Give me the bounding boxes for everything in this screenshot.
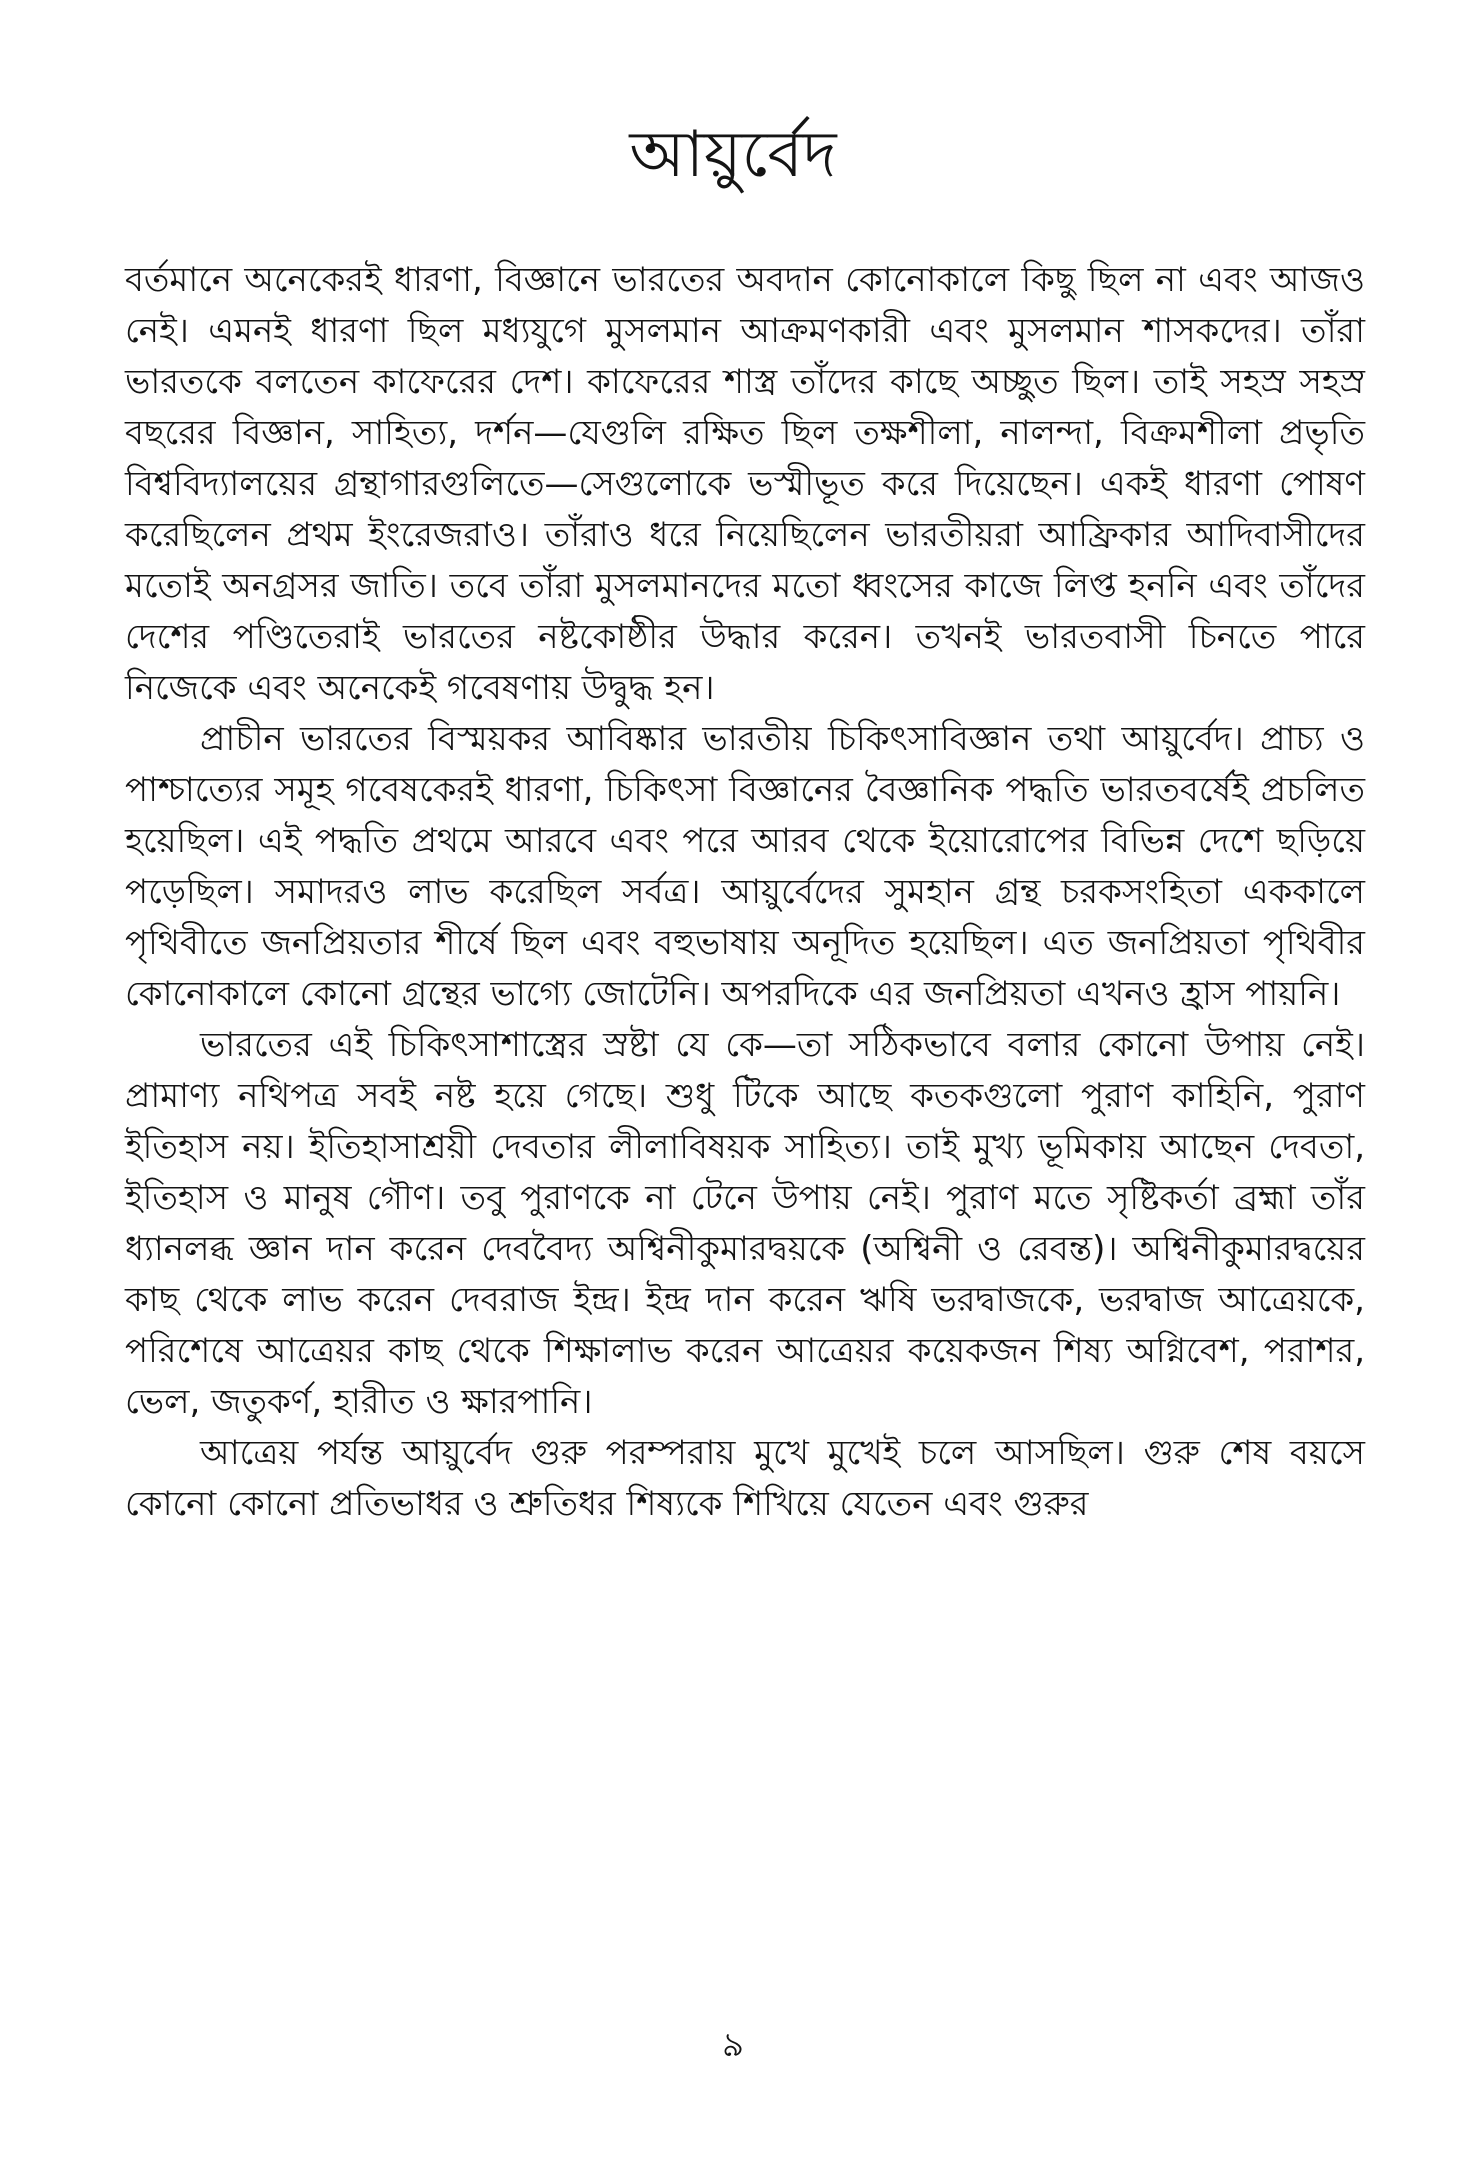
paragraph-2: প্রাচীন ভারতের বিস্ময়কর আবিষ্কার ভারতীয় চিকিৎসাবিজ্ঞান তথা আয়ুর্বেদ। প্রাচ্য ও পাশ্চাত্যের সমূহ গবেষকেরই ধারণা, চিকিৎসা বিজ্ঞানের বৈজ্ঞানিক পদ্ধতি ভারতবর্ষেই প্রচলিত হয়েছিল। এই পদ্ধতি প্রথমে আরবে এবং পরে আরব থেকে ইয়োরোপের বিভিন্ন দেশে ছড়িয়ে পড়েছিল। সমাদরও লাভ করেছিল সর্বত্র। আয়ুর্বেদের সুমহান গ্রন্থ চরকসংহিতা এককালে পৃথিবীতে জনপ্রিয়তার শীর্ষে ছিল এবং বহুভাষায় অনূদিত হয়েছিল। এত জনপ্রিয়তা পৃথিবীর কোনোকালে কোনো গ্রন্থের ভাগ্যে জোটেনি। অপরদিকে এর জনপ্রিয়তা এখনও হ্রাস পায়নি। xyxy=(125,719,1365,1014)
paragraph-3: ভারতের এই চিকিৎসাশাস্ত্রের স্রষ্টা যে কে—তা সঠিকভাবে বলার কোনো উপায় নেই। প্রামাণ্য নথিপত্র সবই নষ্ট হয়ে গেছে। শুধু টিকে আছে কতকগুলো পুরাণ কাহিনি, পুরাণ ইতিহাস নয়। ইতিহাসাশ্রয়ী দেবতার লীলাবিষয়ক সাহিত্য। তাই মুখ্য ভূমিকায় আছেন দেবতা, ইতিহাস ও মানুষ গৌণ। তবু পুরাণকে না টেনে উপায় নেই। পুরাণ মতে সৃষ্টিকর্তা ব্রহ্মা তাঁর ধ্যানলব্ধ জ্ঞান দান করেন দেববৈদ্য অশ্বিনীকুমারদ্বয়কে (অশ্বিনী ও রেবন্ত)। অশ্বিনীকুমারদ্বয়ের কাছ থেকে লাভ করেন দেবরাজ ইন্দ্র। ইন্দ্র দান করেন ঋষি ভরদ্বাজকে, ভরদ্বাজ আত্রেয়কে, পরিশেষে আত্রেয়র কাছ থেকে শিক্ষালাভ করেন আত্রেয়র কয়েকজন শিষ্য অগ্নিবেশ, পরাশর, ভেল, জতুকর্ণ, হারীত ও ক্ষারপানি। xyxy=(125,1025,1365,1422)
page-number: ৯ xyxy=(721,2025,745,2065)
body-text xyxy=(125,255,1365,1530)
page-title: আয়ুর্বেদ xyxy=(629,118,837,192)
paragraph-1: বর্তমানে অনেকেরই ধারণা, বিজ্ঞানে ভারতের অবদান কোনোকালে কিছু ছিল না এবং আজও নেই। এমনই ধারণা ছিল মধ্যযুগে মুসলমান আক্রমণকারী এবং মুসলমান শাসকদের। তাঁরা ভারতকে বলতেন কাফেরের দেশ। কাফেরের শাস্ত্র তাঁদের কাছে অচ্ছুত ছিল। তাই সহস্র সহস্র বছরের বিজ্ঞান, সাহিত্য, দর্শন—যেগুলি রক্ষিত ছিল তক্ষশীলা, নালন্দা, বিক্রমশীলা প্রভৃতি বিশ্ববিদ্যালয়ের গ্রন্থাগারগুলিতে—সেগুলোকে ভস্মীভূত করে দিয়েছেন। একই ধারণা পোষণ করেছিলেন প্রথম ইংরেজরাও। তাঁরাও ধরে নিয়েছিলেন ভারতীয়রা আফ্রিকার আদিবাসীদের মতোই অনগ্রসর জাতি। তবে তাঁরা মুসলমানদের মতো ধ্বংসের কাজে লিপ্ত হননি এবং তাঁদের দেশের পণ্ডিতেরাই ভারতের নষ্টকোষ্ঠীর উদ্ধার করেন। তখনই ভারতবাসী চিনতে পারে নিজেকে এবং অনেকেই গবেষণায় উদ্বুদ্ধ হন। xyxy=(125,260,1365,708)
paragraph-4: আত্রেয় পর্যন্ত আয়ুর্বেদ গুরু পরম্পরায় মুখে মুখেই চলে আসছিল। গুরু শেষ বয়সে কোনো কোনো প্রতিভাধর ও শ্রুতিধর শিষ্যকে শিখিয়ে যেতেন এবং গুরুর xyxy=(125,1433,1365,1524)
